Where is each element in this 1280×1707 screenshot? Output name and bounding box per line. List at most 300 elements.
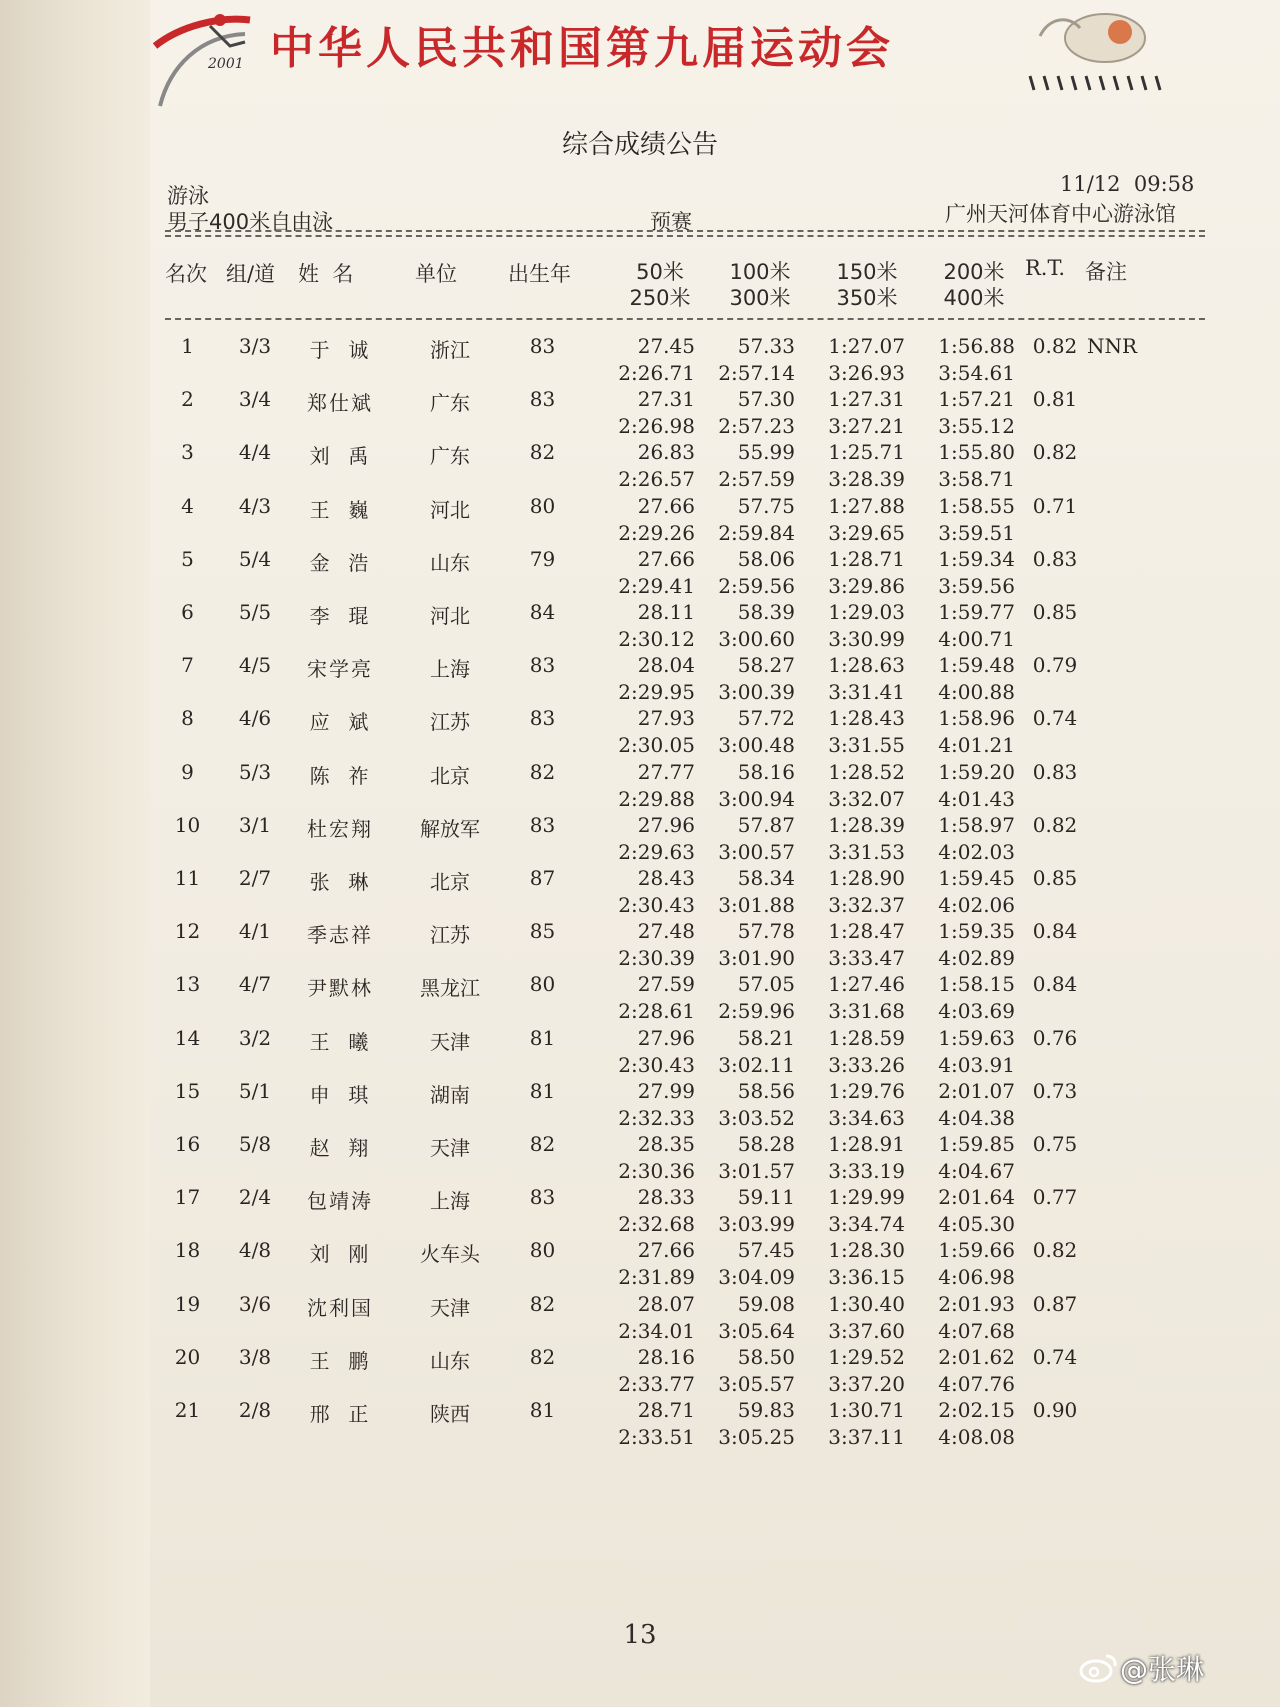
split-50-cell: 28.71 — [637, 1398, 695, 1422]
split-250-cell: 2:34.01 — [618, 1318, 695, 1343]
group-lane-cell: 2/8 — [238, 1398, 272, 1422]
col-birth-year: 出生年 — [508, 262, 571, 286]
split-150-cell: 1:29.76 — [828, 1078, 905, 1103]
split-150-cell: 1:28.91 — [828, 1132, 905, 1156]
birth-year-cell: 81 — [529, 1025, 556, 1050]
unit-cell: 解放军 — [420, 816, 480, 841]
unit-cell: 广东 — [430, 391, 470, 416]
reaction-time-cell: 0.76 — [1032, 1025, 1078, 1050]
split-100-cell: 57.05 — [737, 972, 795, 997]
rank-cell: 15 — [174, 1078, 201, 1103]
unit-cell: 天津 — [430, 1029, 470, 1054]
split-100-cell: 55.99 — [737, 440, 795, 465]
split-350-cell: 3:33.19 — [828, 1159, 905, 1183]
split-250-cell: 2:29.26 — [618, 520, 695, 545]
table-row — [0, 334, 1280, 388]
reaction-time-cell: 0.82 — [1032, 812, 1078, 837]
split-200-cell: 1:56.88 — [938, 334, 1015, 358]
rank-cell: 2 — [181, 387, 194, 412]
col-split-250: 250米 — [629, 286, 691, 310]
unit-cell: 北京 — [430, 763, 470, 788]
split-150-cell: 1:28.63 — [828, 653, 905, 678]
split-300-cell: 3:00.48 — [718, 733, 795, 758]
reaction-time-cell: 0.82 — [1032, 334, 1078, 358]
birth-year-cell: 82 — [529, 440, 556, 465]
table-row — [0, 813, 1280, 867]
unit-cell: 河北 — [430, 497, 470, 522]
rank-cell: 9 — [181, 759, 194, 784]
split-50-cell: 28.04 — [637, 653, 695, 678]
group-lane-cell: 5/5 — [238, 600, 272, 624]
split-200-cell: 1:58.97 — [938, 812, 1015, 837]
table-row — [0, 653, 1280, 707]
split-100-cell: 57.75 — [737, 493, 795, 518]
split-400-cell: 4:05.30 — [938, 1212, 1015, 1237]
col-split-50: 50米 — [636, 260, 684, 284]
split-200-cell: 1:57.21 — [938, 387, 1015, 412]
group-lane-cell: 4/5 — [238, 653, 272, 678]
athlete-name-cell: 应 斌 — [309, 710, 371, 735]
split-200-cell: 2:01.93 — [938, 1291, 1015, 1316]
table-row — [0, 600, 1280, 654]
sport-label: 游泳 — [167, 184, 209, 208]
split-150-cell: 1:28.47 — [828, 919, 905, 944]
split-50-cell: 28.07 — [637, 1291, 695, 1316]
split-100-cell: 57.72 — [737, 706, 795, 731]
split-50-cell: 28.33 — [637, 1185, 695, 1210]
reaction-time-cell: 0.79 — [1032, 653, 1078, 678]
birth-year-cell: 85 — [529, 919, 556, 944]
split-300-cell: 3:01.57 — [718, 1159, 795, 1183]
split-100-cell: 58.16 — [737, 759, 795, 784]
rank-cell: 18 — [174, 1238, 201, 1263]
birth-year-cell: 87 — [529, 866, 556, 890]
unit-cell: 陕西 — [430, 1402, 470, 1426]
split-300-cell: 3:00.94 — [718, 786, 795, 811]
split-100-cell: 58.56 — [737, 1078, 795, 1103]
games-title: 中华人民共和国第九届运动会 — [270, 23, 894, 74]
split-400-cell: 4:03.91 — [938, 1052, 1015, 1077]
split-200-cell: 1:59.48 — [938, 653, 1015, 678]
split-200-cell: 1:58.96 — [938, 706, 1015, 731]
group-lane-cell: 2/7 — [238, 866, 272, 890]
split-350-cell: 3:30.99 — [828, 627, 905, 651]
split-400-cell: 4:01.43 — [938, 786, 1015, 811]
split-350-cell: 3:31.55 — [828, 733, 905, 758]
unit-cell: 河北 — [430, 604, 470, 628]
split-350-cell: 3:34.63 — [828, 1105, 905, 1130]
athlete-name-cell: 季志祥 — [307, 923, 373, 948]
split-50-cell: 26.83 — [637, 440, 695, 465]
unit-cell: 山东 — [430, 1348, 470, 1373]
rank-cell: 11 — [174, 866, 201, 890]
header-divider — [165, 230, 1205, 237]
split-200-cell: 2:01.07 — [938, 1078, 1015, 1103]
athlete-name-cell: 尹默林 — [307, 976, 373, 1001]
split-150-cell: 1:29.52 — [828, 1344, 905, 1369]
split-100-cell: 58.28 — [737, 1132, 795, 1156]
split-350-cell: 3:31.53 — [828, 839, 905, 864]
split-400-cell: 3:55.12 — [938, 414, 1015, 439]
split-250-cell: 2:28.61 — [618, 999, 695, 1024]
reaction-time-cell: 0.84 — [1032, 919, 1078, 944]
split-150-cell: 1:28.30 — [828, 1238, 905, 1263]
split-250-cell: 2:26.57 — [618, 467, 695, 492]
group-lane-cell: 3/3 — [238, 334, 272, 358]
table-row — [0, 866, 1280, 920]
split-400-cell: 4:00.88 — [938, 680, 1015, 705]
split-200-cell: 1:59.66 — [938, 1238, 1015, 1263]
unit-cell: 上海 — [430, 657, 470, 682]
split-100-cell: 57.45 — [737, 1238, 795, 1263]
reaction-time-cell: 0.71 — [1032, 493, 1078, 518]
split-150-cell: 1:28.71 — [828, 546, 905, 571]
split-50-cell: 27.96 — [637, 812, 695, 837]
split-400-cell: 4:02.06 — [938, 893, 1015, 917]
split-50-cell: 28.16 — [637, 1344, 695, 1369]
table-row — [0, 1185, 1280, 1239]
col-rank: 名次 — [165, 262, 207, 286]
reaction-time-cell: 0.83 — [1032, 759, 1078, 784]
table-row — [0, 494, 1280, 548]
split-400-cell: 4:03.69 — [938, 999, 1015, 1024]
split-300-cell: 2:59.84 — [718, 520, 795, 545]
split-200-cell: 2:01.64 — [938, 1185, 1015, 1210]
reaction-time-cell: 0.82 — [1032, 440, 1078, 465]
split-150-cell: 1:27.07 — [828, 334, 905, 358]
birth-year-cell: 83 — [529, 334, 556, 358]
birth-year-cell: 80 — [529, 1238, 556, 1263]
rank-cell: 1 — [181, 334, 194, 358]
split-50-cell: 27.93 — [637, 706, 695, 731]
split-400-cell: 3:59.51 — [938, 520, 1015, 545]
split-150-cell: 1:28.43 — [828, 706, 905, 731]
unit-cell: 天津 — [430, 1136, 470, 1160]
split-50-cell: 27.77 — [637, 759, 695, 784]
col-note: 备注 — [1085, 260, 1127, 284]
rank-cell: 3 — [181, 440, 194, 465]
split-350-cell: 3:36.15 — [828, 1265, 905, 1290]
split-400-cell: 3:54.61 — [938, 361, 1015, 385]
split-100-cell: 58.21 — [737, 1025, 795, 1050]
birth-year-cell: 82 — [529, 1132, 556, 1156]
reaction-time-cell: 0.74 — [1032, 706, 1078, 731]
rank-cell: 8 — [181, 706, 194, 731]
table-row — [0, 1292, 1280, 1346]
split-300-cell: 3:00.57 — [718, 839, 795, 864]
split-50-cell: 27.66 — [637, 493, 695, 518]
split-350-cell: 3:31.41 — [828, 680, 905, 705]
logo-year: 2001 — [208, 56, 244, 72]
watermark-handle: @张琳 — [1120, 1653, 1205, 1686]
birth-year-cell: 83 — [529, 706, 556, 731]
split-250-cell: 2:26.71 — [618, 361, 695, 385]
split-200-cell: 1:59.35 — [938, 919, 1015, 944]
group-lane-cell: 4/8 — [238, 1238, 272, 1263]
group-lane-cell: 3/1 — [238, 812, 272, 837]
athlete-name-cell: 刘 禹 — [309, 444, 371, 469]
split-250-cell: 2:30.05 — [618, 733, 695, 758]
table-row — [0, 972, 1280, 1026]
athlete-name-cell: 邢 正 — [309, 1402, 371, 1426]
unit-cell: 山东 — [430, 550, 470, 575]
birth-year-cell: 82 — [529, 759, 556, 784]
table-row — [0, 1398, 1280, 1452]
split-250-cell: 2:31.89 — [618, 1265, 695, 1290]
col-split-350: 350米 — [836, 286, 898, 310]
birth-year-cell: 83 — [529, 812, 556, 837]
split-300-cell: 2:59.96 — [718, 999, 795, 1024]
birth-year-cell: 80 — [529, 972, 556, 997]
reaction-time-cell: 0.84 — [1032, 972, 1078, 997]
athlete-name-cell: 陈 祚 — [309, 763, 371, 788]
split-350-cell: 3:32.37 — [828, 893, 905, 917]
split-350-cell: 3:37.60 — [828, 1318, 905, 1343]
split-50-cell: 27.31 — [637, 387, 695, 412]
split-250-cell: 2:29.95 — [618, 680, 695, 705]
split-400-cell: 4:07.68 — [938, 1318, 1015, 1343]
split-300-cell: 3:03.99 — [718, 1212, 795, 1237]
split-400-cell: 4:01.21 — [938, 733, 1015, 758]
athlete-name-cell: 沈利国 — [307, 1295, 373, 1320]
split-150-cell: 1:27.46 — [828, 972, 905, 997]
split-350-cell: 3:33.26 — [828, 1052, 905, 1077]
rank-cell: 19 — [174, 1291, 201, 1316]
split-100-cell: 58.50 — [737, 1344, 795, 1369]
split-50-cell: 28.43 — [637, 866, 695, 890]
table-row — [0, 1026, 1280, 1080]
column-divider — [165, 318, 1205, 320]
group-lane-cell: 4/1 — [238, 919, 272, 944]
athlete-name-cell: 王 鹏 — [309, 1348, 371, 1373]
split-300-cell: 3:01.90 — [718, 946, 795, 971]
group-lane-cell: 5/3 — [238, 759, 272, 784]
group-lane-cell: 2/4 — [238, 1185, 272, 1210]
split-250-cell: 2:29.88 — [618, 786, 695, 811]
group-lane-cell: 3/4 — [238, 387, 272, 412]
unit-cell: 天津 — [430, 1295, 470, 1320]
unit-cell: 江苏 — [430, 923, 470, 948]
split-300-cell: 3:04.09 — [718, 1265, 795, 1290]
split-300-cell: 3:05.64 — [718, 1318, 795, 1343]
split-150-cell: 1:25.71 — [828, 440, 905, 465]
reaction-time-cell: 0.75 — [1032, 1132, 1078, 1156]
split-200-cell: 2:01.62 — [938, 1344, 1015, 1369]
split-250-cell: 2:30.43 — [618, 893, 695, 917]
col-reaction-time: R.T. — [1025, 256, 1066, 280]
col-split-150: 150米 — [836, 260, 898, 284]
unit-cell: 江苏 — [430, 710, 470, 735]
col-split-200: 200米 — [943, 260, 1005, 284]
split-150-cell: 1:28.39 — [828, 812, 905, 837]
split-200-cell: 1:59.85 — [938, 1132, 1015, 1156]
athlete-name-cell: 于 诚 — [309, 338, 371, 362]
unit-cell: 湖南 — [430, 1082, 470, 1107]
split-100-cell: 57.87 — [737, 812, 795, 837]
birth-year-cell: 79 — [529, 546, 556, 571]
rank-cell: 10 — [174, 812, 201, 837]
split-100-cell: 57.30 — [737, 387, 795, 412]
split-250-cell: 2:32.33 — [618, 1105, 695, 1130]
split-300-cell: 2:57.23 — [718, 414, 795, 439]
split-200-cell: 1:59.77 — [938, 600, 1015, 624]
athlete-name-cell: 赵 翔 — [309, 1136, 371, 1160]
mascot-goat-icon — [1010, 6, 1180, 96]
group-lane-cell: 5/1 — [238, 1078, 272, 1103]
split-350-cell: 3:31.68 — [828, 999, 905, 1024]
rank-cell: 5 — [181, 546, 194, 571]
split-200-cell: 1:59.45 — [938, 866, 1015, 890]
split-100-cell: 59.83 — [737, 1398, 795, 1422]
note-cell: NNR — [1087, 334, 1138, 358]
split-250-cell: 2:32.68 — [618, 1212, 695, 1237]
athlete-name-cell: 王 曦 — [309, 1029, 371, 1054]
split-350-cell: 3:37.20 — [828, 1371, 905, 1396]
reaction-time-cell: 0.81 — [1032, 387, 1078, 412]
unit-cell: 黑龙江 — [420, 976, 480, 1001]
split-200-cell: 1:59.63 — [938, 1025, 1015, 1050]
split-150-cell: 1:27.31 — [828, 387, 905, 412]
split-300-cell: 3:01.88 — [718, 893, 795, 917]
birth-year-cell: 80 — [529, 493, 556, 518]
split-300-cell: 2:57.14 — [718, 361, 795, 385]
rank-cell: 21 — [174, 1398, 201, 1422]
unit-cell: 火车头 — [420, 1242, 480, 1267]
split-400-cell: 4:00.71 — [938, 627, 1015, 651]
split-100-cell: 58.27 — [737, 653, 795, 678]
unit-cell: 上海 — [430, 1189, 470, 1214]
date-time: 11/12 09:58 — [1060, 172, 1195, 196]
split-100-cell: 59.11 — [737, 1185, 795, 1210]
split-150-cell: 1:28.90 — [828, 866, 905, 890]
split-300-cell: 3:00.60 — [718, 627, 795, 651]
split-350-cell: 3:29.65 — [828, 520, 905, 545]
rank-cell: 7 — [181, 653, 194, 678]
split-100-cell: 59.08 — [737, 1291, 795, 1316]
table-row — [0, 919, 1280, 973]
split-150-cell: 1:28.59 — [828, 1025, 905, 1050]
split-300-cell: 2:59.56 — [718, 573, 795, 598]
group-lane-cell: 5/4 — [238, 546, 272, 571]
split-50-cell: 28.11 — [637, 600, 695, 624]
split-250-cell: 2:30.43 — [618, 1052, 695, 1077]
split-250-cell: 2:26.98 — [618, 414, 695, 439]
split-350-cell: 3:26.93 — [828, 361, 905, 385]
split-100-cell: 58.39 — [737, 600, 795, 624]
rank-cell: 20 — [174, 1344, 201, 1369]
split-50-cell: 27.66 — [637, 546, 695, 571]
reaction-time-cell: 0.77 — [1032, 1185, 1078, 1210]
group-lane-cell: 3/8 — [238, 1344, 272, 1369]
split-100-cell: 57.33 — [737, 334, 795, 358]
reaction-time-cell: 0.82 — [1032, 1238, 1078, 1263]
split-400-cell: 4:04.38 — [938, 1105, 1015, 1130]
reaction-time-cell: 0.73 — [1032, 1078, 1078, 1103]
birth-year-cell: 82 — [529, 1291, 556, 1316]
split-400-cell: 4:06.98 — [938, 1265, 1015, 1290]
athlete-name-cell: 王 巍 — [309, 497, 371, 522]
split-250-cell: 2:30.12 — [618, 627, 695, 651]
athlete-name-cell: 郑仕斌 — [307, 391, 373, 416]
athlete-name-cell: 金 浩 — [309, 550, 371, 575]
split-200-cell: 2:02.15 — [938, 1398, 1015, 1422]
split-350-cell: 3:33.47 — [828, 946, 905, 971]
table-row — [0, 440, 1280, 494]
split-350-cell: 3:37.11 — [828, 1425, 905, 1449]
split-100-cell: 58.34 — [737, 866, 795, 890]
col-split-100: 100米 — [729, 260, 791, 284]
unit-cell: 北京 — [430, 870, 470, 894]
split-300-cell: 3:02.11 — [718, 1052, 795, 1077]
split-200-cell: 1:59.34 — [938, 546, 1015, 571]
group-lane-cell: 4/3 — [238, 493, 272, 518]
split-100-cell: 57.78 — [737, 919, 795, 944]
page-number: 13 — [623, 1620, 657, 1650]
document-title: 综合成绩公告 — [561, 130, 718, 160]
athlete-name-cell: 张 琳 — [309, 870, 371, 894]
split-400-cell: 4:02.89 — [938, 946, 1015, 971]
rank-cell: 14 — [174, 1025, 201, 1050]
split-50-cell: 28.35 — [637, 1132, 695, 1156]
athlete-name-cell: 包靖涛 — [307, 1189, 373, 1214]
split-50-cell: 27.99 — [637, 1078, 695, 1103]
venue-label: 广州天河体育中心游泳馆 — [945, 202, 1176, 226]
athlete-name-cell: 申 琪 — [309, 1082, 371, 1107]
birth-year-cell: 83 — [529, 653, 556, 678]
split-150-cell: 1:27.88 — [828, 493, 905, 518]
table-row — [0, 1238, 1280, 1292]
split-150-cell: 1:29.99 — [828, 1185, 905, 1210]
table-row — [0, 1345, 1280, 1399]
rank-cell: 16 — [174, 1132, 201, 1156]
split-400-cell: 4:07.76 — [938, 1371, 1015, 1396]
rank-cell: 13 — [174, 972, 201, 997]
split-200-cell: 1:58.55 — [938, 493, 1015, 518]
col-unit: 单位 — [415, 262, 457, 286]
split-350-cell: 3:27.21 — [828, 414, 905, 439]
split-250-cell: 2:33.77 — [618, 1371, 695, 1396]
reaction-time-cell: 0.85 — [1032, 866, 1078, 890]
split-300-cell: 3:03.52 — [718, 1105, 795, 1130]
reaction-time-cell: 0.85 — [1032, 600, 1078, 624]
birth-year-cell: 81 — [529, 1078, 556, 1103]
split-300-cell: 2:57.59 — [718, 467, 795, 492]
reaction-time-cell: 0.74 — [1032, 1344, 1078, 1369]
split-250-cell: 2:30.36 — [618, 1159, 695, 1183]
split-150-cell: 1:30.71 — [828, 1398, 905, 1422]
split-250-cell: 2:29.41 — [618, 573, 695, 598]
split-200-cell: 1:59.20 — [938, 759, 1015, 784]
split-350-cell: 3:28.39 — [828, 467, 905, 492]
weibo-logo-icon — [1078, 1650, 1118, 1684]
group-lane-cell: 4/7 — [238, 972, 272, 997]
split-400-cell: 4:02.03 — [938, 839, 1015, 864]
rank-cell: 17 — [174, 1185, 201, 1210]
split-400-cell: 3:58.71 — [938, 467, 1015, 492]
split-350-cell: 3:34.74 — [828, 1212, 905, 1237]
athlete-name-cell: 李 琨 — [309, 604, 371, 628]
col-name: 姓 名 — [298, 262, 354, 286]
group-lane-cell: 5/8 — [238, 1132, 272, 1156]
split-300-cell: 3:05.57 — [718, 1371, 795, 1396]
split-150-cell: 1:29.03 — [828, 600, 905, 624]
table-row — [0, 1079, 1280, 1133]
reaction-time-cell: 0.87 — [1032, 1291, 1078, 1316]
split-400-cell: 3:59.56 — [938, 573, 1015, 598]
unit-cell: 浙江 — [430, 338, 470, 362]
reaction-time-cell: 0.83 — [1032, 546, 1078, 571]
split-250-cell: 2:30.39 — [618, 946, 695, 971]
